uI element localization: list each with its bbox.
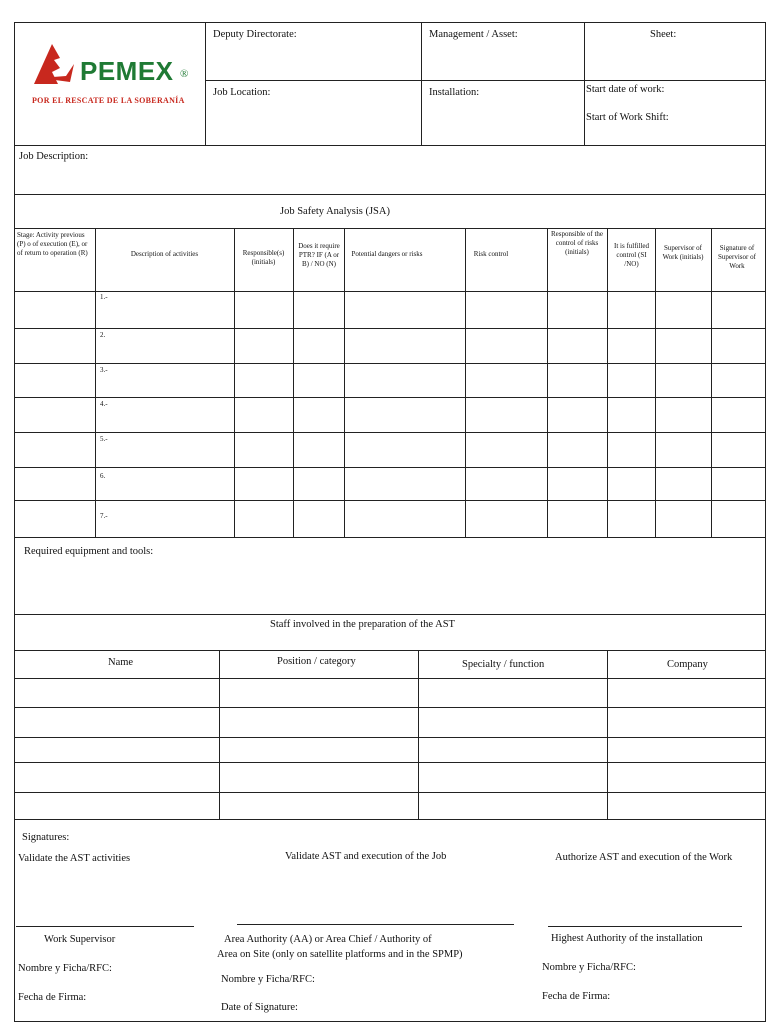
staff-col-specialty: Specialty / function xyxy=(462,659,545,670)
sig-col2-role-line1: Area Authority (AA) or Area Chief / Authority of xyxy=(224,934,432,945)
equipment-label: Required equipment and tools: xyxy=(24,546,154,557)
jsa-col-supervisor: Supervisor of Work (initials) xyxy=(662,244,704,262)
jsa-row-4: 4.- xyxy=(100,400,108,408)
sig-col1-role: Work Supervisor xyxy=(44,934,116,945)
jsa-title: Job Safety Analysis (JSA) xyxy=(280,206,390,217)
jsa-col-responsible: Responsible(s) (initials) xyxy=(242,249,285,267)
sig-line-1 xyxy=(16,926,194,927)
jsa-col-ptr: Does it require PTR? IF (A or B) / NO (N) xyxy=(298,242,340,269)
jsa-col-signature: Signature of Supervisor of Work xyxy=(718,244,756,271)
jsa-col-stage: Stage: Activity previous (P) o of execution (E), or of return to operation (R) xyxy=(17,231,88,258)
staff-col-company: Company xyxy=(667,659,708,670)
registered-mark: ® xyxy=(180,68,189,80)
start-date-label: Start date of work: xyxy=(586,84,665,95)
job-description-label: Job Description: xyxy=(19,151,89,162)
staff-col-position: Position / category xyxy=(277,656,356,667)
jsa-row-2: 2. xyxy=(100,331,106,339)
jsa-col-description: Description of activities xyxy=(130,250,199,258)
jsa-col-fulfilled: It is fulfilled control (SI /NO) xyxy=(614,242,649,269)
installation-label: Installation: xyxy=(429,87,480,98)
sig-col1-name-label: Nombre y Ficha/RFC: xyxy=(18,963,112,974)
jsa-col-dangers: Potential dangers or risks xyxy=(351,250,423,258)
sig-col2-date-label: Date of Signature: xyxy=(221,1002,298,1013)
pemex-brand: PEMEX xyxy=(80,56,174,86)
jsa-row-1: 1.- xyxy=(100,293,108,301)
sig-col2-title: Validate AST and execution of the Job xyxy=(285,851,447,862)
staff-title: Staff involved in the preparation of the AST xyxy=(270,619,455,630)
sig-col2-role-line2: Area on Site (only on satellite platforms and in the SPMP) xyxy=(217,949,463,960)
jsa-row-7: 7.- xyxy=(100,512,108,520)
job-location-label: Job Location: xyxy=(213,87,271,98)
sig-col3-role: Highest Authority of the installation xyxy=(551,933,703,944)
jsa-col-responsible-control: Responsible of the control of risks (initials) xyxy=(550,230,604,257)
signatures-heading: Signatures: xyxy=(22,832,70,843)
pemex-tagline: POR EL RESCATE DE LA SOBERANÍA xyxy=(32,96,185,105)
jsa-col-risk-control: Risk control xyxy=(473,250,509,258)
jsa-row-6: 6. xyxy=(100,472,106,480)
sig-line-3 xyxy=(548,926,742,927)
pemex-logo xyxy=(30,38,200,116)
sig-col3-date-label: Fecha de Firma: xyxy=(542,991,611,1002)
sig-col3-title: Authorize AST and execution of the Work xyxy=(555,852,733,863)
jsa-row-3: 3.- xyxy=(100,366,108,374)
management-asset-label: Management / Asset: xyxy=(429,29,518,40)
sig-line-2 xyxy=(237,924,514,925)
jsa-row-5: 5.- xyxy=(100,435,108,443)
staff-col-name: Name xyxy=(108,657,134,668)
deputy-directorate-label: Deputy Directorate: xyxy=(213,29,297,40)
sig-col1-title: Validate the AST activities xyxy=(18,853,131,864)
start-shift-label: Start of Work Shift: xyxy=(586,112,669,123)
sheet-label: Sheet: xyxy=(650,29,677,40)
sig-col1-date-label: Fecha de Firma: xyxy=(18,992,87,1003)
sig-col2-name-label: Nombre y Ficha/RFC: xyxy=(221,974,315,985)
sig-col3-name-label: Nombre y Ficha/RFC: xyxy=(542,962,636,973)
